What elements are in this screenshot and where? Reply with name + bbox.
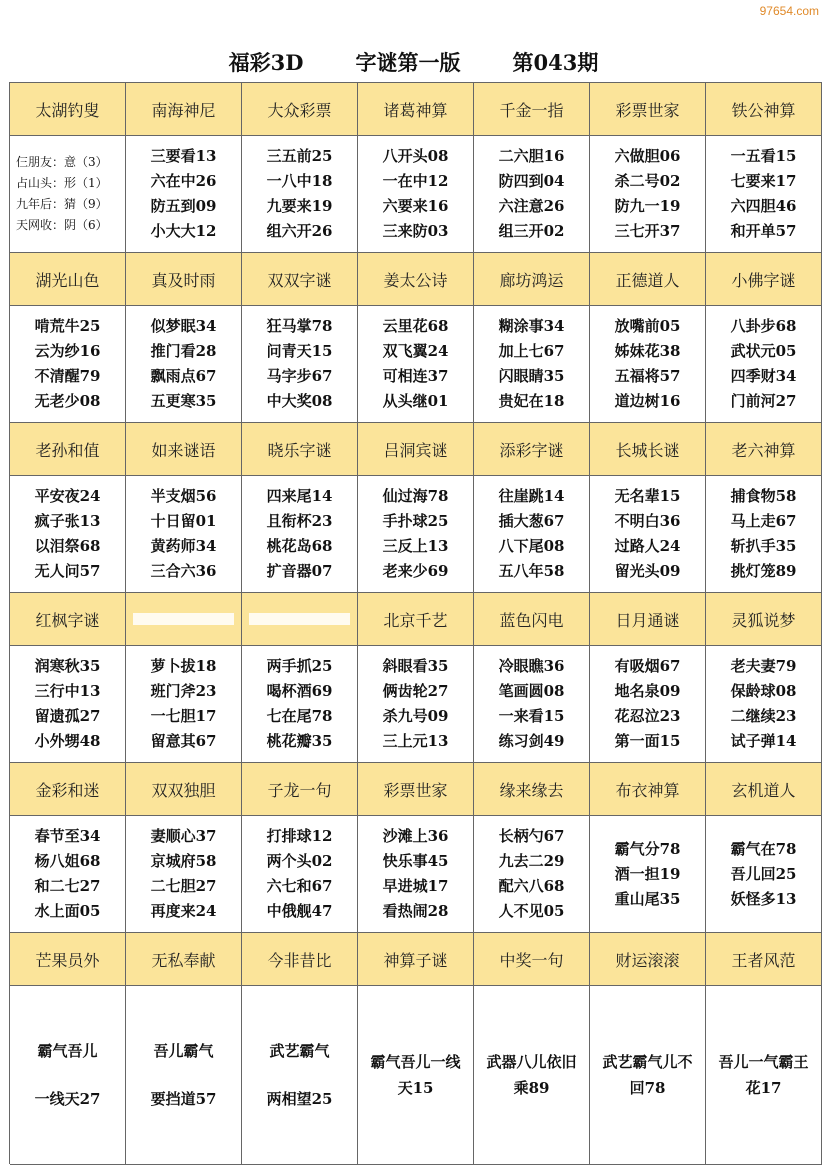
riddle-line: 疯子张13 bbox=[34, 512, 101, 530]
source-header: 金彩和迷 bbox=[10, 763, 126, 816]
source-header: 老孙和值 bbox=[10, 423, 126, 476]
riddle-line: 武艺霸气 bbox=[269, 1042, 330, 1060]
riddle-line: 吾儿回25 bbox=[730, 864, 797, 883]
riddle-line: 老夫妻79 bbox=[730, 657, 797, 675]
riddle-line: 九年后：猜（9） bbox=[16, 197, 108, 211]
riddle-line: 六要来16 bbox=[382, 197, 449, 215]
source-header: 神算子谜 bbox=[358, 933, 474, 986]
riddle-line: 可相连37 bbox=[382, 367, 449, 385]
riddle-line: 无老少08 bbox=[34, 392, 101, 410]
riddle-line: 长柄勺67 bbox=[498, 827, 565, 845]
riddle-line: 无名辈15 bbox=[614, 487, 681, 505]
riddle-line: 飘雨点67 bbox=[150, 367, 217, 385]
riddle-line: 云为纱16 bbox=[34, 342, 101, 360]
riddle-line: 组三开02 bbox=[498, 222, 565, 240]
riddle-line: 糊涂事34 bbox=[498, 317, 565, 335]
riddle-cell bbox=[474, 306, 590, 423]
issue-number: 第043期 bbox=[512, 50, 599, 75]
source-header: 财运滚滚 bbox=[590, 933, 706, 986]
riddle-line: 地名泉09 bbox=[614, 682, 681, 700]
riddle-line: 早进城17 bbox=[382, 877, 449, 895]
riddle-cell bbox=[242, 986, 358, 1165]
riddle-cell bbox=[474, 476, 590, 593]
source-header: 缘来缘去 bbox=[474, 763, 590, 816]
riddle-line: 道边树16 bbox=[614, 392, 681, 410]
source-header: 姜太公诗 bbox=[358, 253, 474, 306]
riddle-line: 仙过海78 bbox=[382, 487, 449, 505]
riddle-line: 霸气分78 bbox=[614, 839, 681, 858]
riddle-line: 再度来24 bbox=[150, 902, 217, 920]
riddle-line: 两手抓25 bbox=[266, 657, 333, 675]
source-header: 小佛字谜 bbox=[706, 253, 822, 306]
riddle-line: 不清醒79 bbox=[34, 367, 101, 385]
riddle-line: 六四胆46 bbox=[730, 197, 797, 215]
riddle-line: 六七和67 bbox=[266, 877, 333, 895]
riddle-line: 一五看15 bbox=[730, 147, 797, 165]
riddle-line: 杀九号09 bbox=[382, 707, 449, 725]
riddle-line: 霸气吾儿 bbox=[37, 1042, 98, 1060]
riddle-line: 吾儿霸气 bbox=[153, 1042, 214, 1060]
riddle-line: 老来少69 bbox=[382, 562, 449, 580]
riddle-cell bbox=[126, 816, 242, 933]
riddle-line: 班门斧23 bbox=[150, 682, 217, 700]
source-header: 晓乐字谜 bbox=[242, 423, 358, 476]
lottery-name: 福彩3D bbox=[228, 50, 304, 75]
riddle-cell bbox=[474, 646, 590, 763]
edition-name: 字谜第一版 bbox=[355, 50, 461, 75]
riddle-line: 贵妃在18 bbox=[498, 392, 565, 410]
riddle-cell bbox=[10, 986, 126, 1165]
riddle-line: 和二七27 bbox=[34, 877, 101, 895]
riddle-line: 黄药师34 bbox=[150, 537, 217, 555]
riddle-line: 桃花岛68 bbox=[266, 537, 333, 555]
riddle-cell bbox=[706, 136, 822, 253]
source-header bbox=[242, 593, 358, 646]
riddle-line: 放嘴前05 bbox=[614, 317, 681, 335]
riddle-cell bbox=[10, 306, 126, 423]
riddle-line: 第一面15 bbox=[614, 732, 681, 750]
source-header: 王者风范 bbox=[706, 933, 822, 986]
riddle-grid bbox=[9, 82, 822, 1164]
riddle-line: 杀二号02 bbox=[614, 172, 681, 190]
riddle-line: 六在中26 bbox=[150, 172, 217, 190]
source-header: 湖光山色 bbox=[10, 253, 126, 306]
riddle-cell bbox=[242, 816, 358, 933]
riddle-line: 杨八姐68 bbox=[34, 852, 101, 870]
source-header: 老六神算 bbox=[706, 423, 822, 476]
riddle-cell bbox=[10, 136, 126, 253]
riddle-line: 京城府58 bbox=[150, 852, 217, 870]
riddle-line: 平安夜24 bbox=[34, 487, 101, 505]
riddle-cell bbox=[358, 816, 474, 933]
source-header: 灵狐说梦 bbox=[706, 593, 822, 646]
riddle-line: 六做胆06 bbox=[614, 147, 681, 165]
source-header: 如来谜语 bbox=[126, 423, 242, 476]
riddle-line: 以泪祭68 bbox=[34, 537, 101, 555]
source-header: 双双独胆 bbox=[126, 763, 242, 816]
source-header: 彩票世家 bbox=[590, 83, 706, 136]
riddle-cell bbox=[242, 476, 358, 593]
riddle-line: 看热闹28 bbox=[382, 902, 449, 920]
riddle-line: 云里花68 bbox=[382, 317, 449, 335]
riddle-cell bbox=[706, 306, 822, 423]
riddle-cell bbox=[10, 816, 126, 933]
riddle-line: 一线天27 bbox=[34, 1090, 101, 1108]
riddle-line: 留意其67 bbox=[150, 732, 217, 750]
riddle-line: 过路人24 bbox=[614, 537, 681, 555]
source-header: 双双字谜 bbox=[242, 253, 358, 306]
riddle-line: 十日留01 bbox=[150, 512, 217, 530]
riddle-line: 二继续23 bbox=[730, 707, 797, 725]
source-header: 真及时雨 bbox=[126, 253, 242, 306]
riddle-line: 九去二29 bbox=[498, 852, 565, 870]
source-header: 芒果员外 bbox=[10, 933, 126, 986]
riddle-line: 挑灯笼89 bbox=[730, 562, 797, 580]
riddle-line: 三七开37 bbox=[614, 222, 681, 240]
riddle-line: 九要来19 bbox=[266, 197, 333, 215]
riddle-line: 打排球12 bbox=[266, 827, 333, 845]
riddle-line: 有吸烟67 bbox=[614, 657, 681, 675]
riddle-line: 留光头09 bbox=[614, 562, 681, 580]
source-header: 太湖钓叟 bbox=[10, 83, 126, 136]
riddle-cell bbox=[590, 476, 706, 593]
riddle-line: 两相望25 bbox=[266, 1090, 333, 1108]
riddle-line: 武状元05 bbox=[730, 342, 797, 360]
source-header: 正德道人 bbox=[590, 253, 706, 306]
riddle-line: 妖怪多13 bbox=[730, 889, 797, 908]
riddle-cell bbox=[358, 136, 474, 253]
riddle-line: 马字步67 bbox=[266, 367, 333, 385]
riddle-line: 往崖跳14 bbox=[498, 487, 565, 505]
source-header: 铁公神算 bbox=[706, 83, 822, 136]
riddle-line: 似梦眠34 bbox=[150, 317, 217, 335]
riddle-line: 霸气在78 bbox=[730, 839, 797, 858]
riddle-cell bbox=[242, 306, 358, 423]
page-title bbox=[0, 44, 827, 80]
riddle-line: 中俄舰47 bbox=[266, 902, 333, 920]
riddle-line: 组六开26 bbox=[266, 222, 333, 240]
source-header bbox=[126, 593, 242, 646]
riddle-line: 三合六36 bbox=[150, 562, 217, 580]
riddle-line: 三行中13 bbox=[34, 682, 101, 700]
riddle-cell bbox=[590, 986, 706, 1165]
source-header: 中奖一句 bbox=[474, 933, 590, 986]
riddle-cell bbox=[358, 476, 474, 593]
riddle-line: 无人问57 bbox=[34, 562, 101, 580]
source-header: 蓝色闪电 bbox=[474, 593, 590, 646]
source-header: 布衣神算 bbox=[590, 763, 706, 816]
riddle-line: 妻顺心37 bbox=[150, 827, 217, 845]
source-header: 玄机道人 bbox=[706, 763, 822, 816]
riddle-line: 手扑球25 bbox=[382, 512, 449, 530]
riddle-line: 姊妹花38 bbox=[614, 342, 681, 360]
riddle-cell bbox=[706, 816, 822, 933]
riddle-line: 捕食物58 bbox=[730, 487, 797, 505]
riddle-line: 练习剑49 bbox=[498, 732, 565, 750]
riddle-line: 推门看28 bbox=[150, 342, 217, 360]
riddle-line: 狂马掌78 bbox=[266, 317, 333, 335]
riddle-line: 三上元13 bbox=[382, 732, 449, 750]
source-header: 千金一指 bbox=[474, 83, 590, 136]
riddle-line: 一七胆17 bbox=[150, 707, 217, 725]
riddle-line: 八卦步68 bbox=[730, 317, 797, 335]
riddle-line: 占山头：形（1） bbox=[16, 176, 108, 190]
riddle-line: 啃荒牛25 bbox=[34, 317, 101, 335]
riddle-line: 二六胆16 bbox=[498, 147, 565, 165]
riddle-line: 八下尾08 bbox=[498, 537, 565, 555]
riddle-line: 五更寒35 bbox=[150, 392, 217, 410]
riddle-line: 不明白36 bbox=[614, 512, 681, 530]
riddle-cell bbox=[706, 646, 822, 763]
riddle-line: 七要来17 bbox=[730, 172, 797, 190]
riddle-line: 三五前25 bbox=[266, 147, 333, 165]
riddle-line: 一八中18 bbox=[266, 172, 333, 190]
riddle-line: 重山尾35 bbox=[614, 889, 681, 908]
riddle-line: 沙滩上36 bbox=[382, 827, 449, 845]
riddle-cell bbox=[10, 646, 126, 763]
riddle-line: 和开单57 bbox=[730, 222, 797, 240]
riddle-line: 试子弹14 bbox=[730, 732, 797, 750]
riddle-line: 闪眼睛35 bbox=[498, 367, 565, 385]
riddle-line: 且衔杯23 bbox=[266, 512, 333, 530]
riddle-cell bbox=[590, 136, 706, 253]
riddle-line: 武艺霸气儿不回78 bbox=[602, 1053, 693, 1097]
riddle-line: 保龄球08 bbox=[730, 682, 797, 700]
riddle-line: 斩扒手35 bbox=[730, 537, 797, 555]
riddle-line: 仨朋友：意（3） bbox=[16, 155, 108, 169]
riddle-line: 防九一19 bbox=[614, 197, 681, 215]
riddle-line: 霸气吾儿一线天15 bbox=[370, 1053, 461, 1097]
riddle-line: 四来尾14 bbox=[266, 487, 333, 505]
source-header: 无私奉献 bbox=[126, 933, 242, 986]
source-header: 长城长谜 bbox=[590, 423, 706, 476]
riddle-cell bbox=[126, 476, 242, 593]
riddle-line: 水上面05 bbox=[34, 902, 101, 920]
riddle-cell bbox=[706, 476, 822, 593]
riddle-line: 防四到04 bbox=[498, 172, 565, 190]
riddle-cell bbox=[126, 646, 242, 763]
riddle-line: 八开头08 bbox=[382, 147, 449, 165]
source-header: 红枫字谜 bbox=[10, 593, 126, 646]
riddle-line: 三要看13 bbox=[150, 147, 217, 165]
source-header: 今非昔比 bbox=[242, 933, 358, 986]
riddle-line: 冷眼瞧36 bbox=[498, 657, 565, 675]
riddle-cell bbox=[474, 986, 590, 1165]
riddle-line: 三反上13 bbox=[382, 537, 449, 555]
riddle-line: 酒一担19 bbox=[614, 864, 681, 883]
riddle-line: 问青天15 bbox=[266, 342, 333, 360]
riddle-line: 六注意26 bbox=[498, 197, 565, 215]
riddle-line: 五福将57 bbox=[614, 367, 681, 385]
source-header: 子龙一句 bbox=[242, 763, 358, 816]
riddle-line: 两个头02 bbox=[266, 852, 333, 870]
riddle-line: 双飞翼24 bbox=[382, 342, 449, 360]
riddle-line: 马上走67 bbox=[730, 512, 797, 530]
riddle-line: 中大奖08 bbox=[266, 392, 333, 410]
riddle-line: 武器八儿依旧乘89 bbox=[486, 1053, 577, 1097]
riddle-cell bbox=[358, 306, 474, 423]
riddle-line: 二七胆27 bbox=[150, 877, 217, 895]
riddle-line: 笔画圆08 bbox=[498, 682, 565, 700]
riddle-line: 加上七67 bbox=[498, 342, 565, 360]
riddle-line: 五八年58 bbox=[498, 562, 565, 580]
source-header: 南海神尼 bbox=[126, 83, 242, 136]
source-header: 大众彩票 bbox=[242, 83, 358, 136]
riddle-cell bbox=[474, 136, 590, 253]
riddle-cell bbox=[590, 816, 706, 933]
riddle-line: 七在尾78 bbox=[266, 707, 333, 725]
riddle-cell bbox=[358, 646, 474, 763]
source-header: 吕洞宾谜 bbox=[358, 423, 474, 476]
source-header: 诸葛神算 bbox=[358, 83, 474, 136]
riddle-line: 防五到09 bbox=[150, 197, 217, 215]
riddle-line: 春节至34 bbox=[34, 827, 101, 845]
site-watermark: 97654.com bbox=[759, 4, 819, 18]
riddle-line: 喝杯酒69 bbox=[266, 682, 333, 700]
riddle-cell bbox=[126, 986, 242, 1165]
riddle-cell bbox=[10, 476, 126, 593]
source-header: 日月通谜 bbox=[590, 593, 706, 646]
riddle-line: 一在中12 bbox=[382, 172, 449, 190]
riddle-line: 扩音器07 bbox=[266, 562, 333, 580]
riddle-line: 要挡道57 bbox=[150, 1090, 217, 1108]
riddle-line: 萝卜拔18 bbox=[150, 657, 217, 675]
riddle-line: 配六八68 bbox=[498, 877, 565, 895]
riddle-cell bbox=[590, 306, 706, 423]
riddle-line: 留遗孤27 bbox=[34, 707, 101, 725]
riddle-line: 花忍泣23 bbox=[614, 707, 681, 725]
riddle-cell bbox=[706, 986, 822, 1165]
riddle-cell bbox=[126, 136, 242, 253]
riddle-line: 快乐事45 bbox=[382, 852, 449, 870]
riddle-cell bbox=[590, 646, 706, 763]
riddle-line: 俩齿轮27 bbox=[382, 682, 449, 700]
riddle-cell bbox=[242, 646, 358, 763]
source-header: 彩票世家 bbox=[358, 763, 474, 816]
source-header: 廊坊鸿运 bbox=[474, 253, 590, 306]
riddle-line: 四季财34 bbox=[730, 367, 797, 385]
source-header: 北京千艺 bbox=[358, 593, 474, 646]
riddle-line: 半支烟56 bbox=[150, 487, 217, 505]
riddle-line: 斜眼看35 bbox=[382, 657, 449, 675]
riddle-cell bbox=[242, 136, 358, 253]
riddle-line: 天网收：阴（6） bbox=[16, 218, 108, 232]
riddle-line: 插大葱67 bbox=[498, 512, 565, 530]
riddle-line: 从头继01 bbox=[382, 392, 449, 410]
riddle-line: 吾儿一气霸王花17 bbox=[718, 1053, 809, 1097]
riddle-cell bbox=[126, 306, 242, 423]
riddle-line: 小外甥48 bbox=[34, 732, 101, 750]
riddle-line: 三来防03 bbox=[382, 222, 449, 240]
source-header: 添彩字谜 bbox=[474, 423, 590, 476]
riddle-line: 人不见05 bbox=[498, 902, 565, 920]
riddle-line: 桃花瓣35 bbox=[266, 732, 333, 750]
riddle-line: 小大大12 bbox=[150, 222, 217, 240]
riddle-line: 一来看15 bbox=[498, 707, 565, 725]
riddle-line: 门前河27 bbox=[730, 392, 797, 410]
riddle-cell bbox=[358, 986, 474, 1165]
riddle-line: 润寒秋35 bbox=[34, 657, 101, 675]
riddle-cell bbox=[474, 816, 590, 933]
